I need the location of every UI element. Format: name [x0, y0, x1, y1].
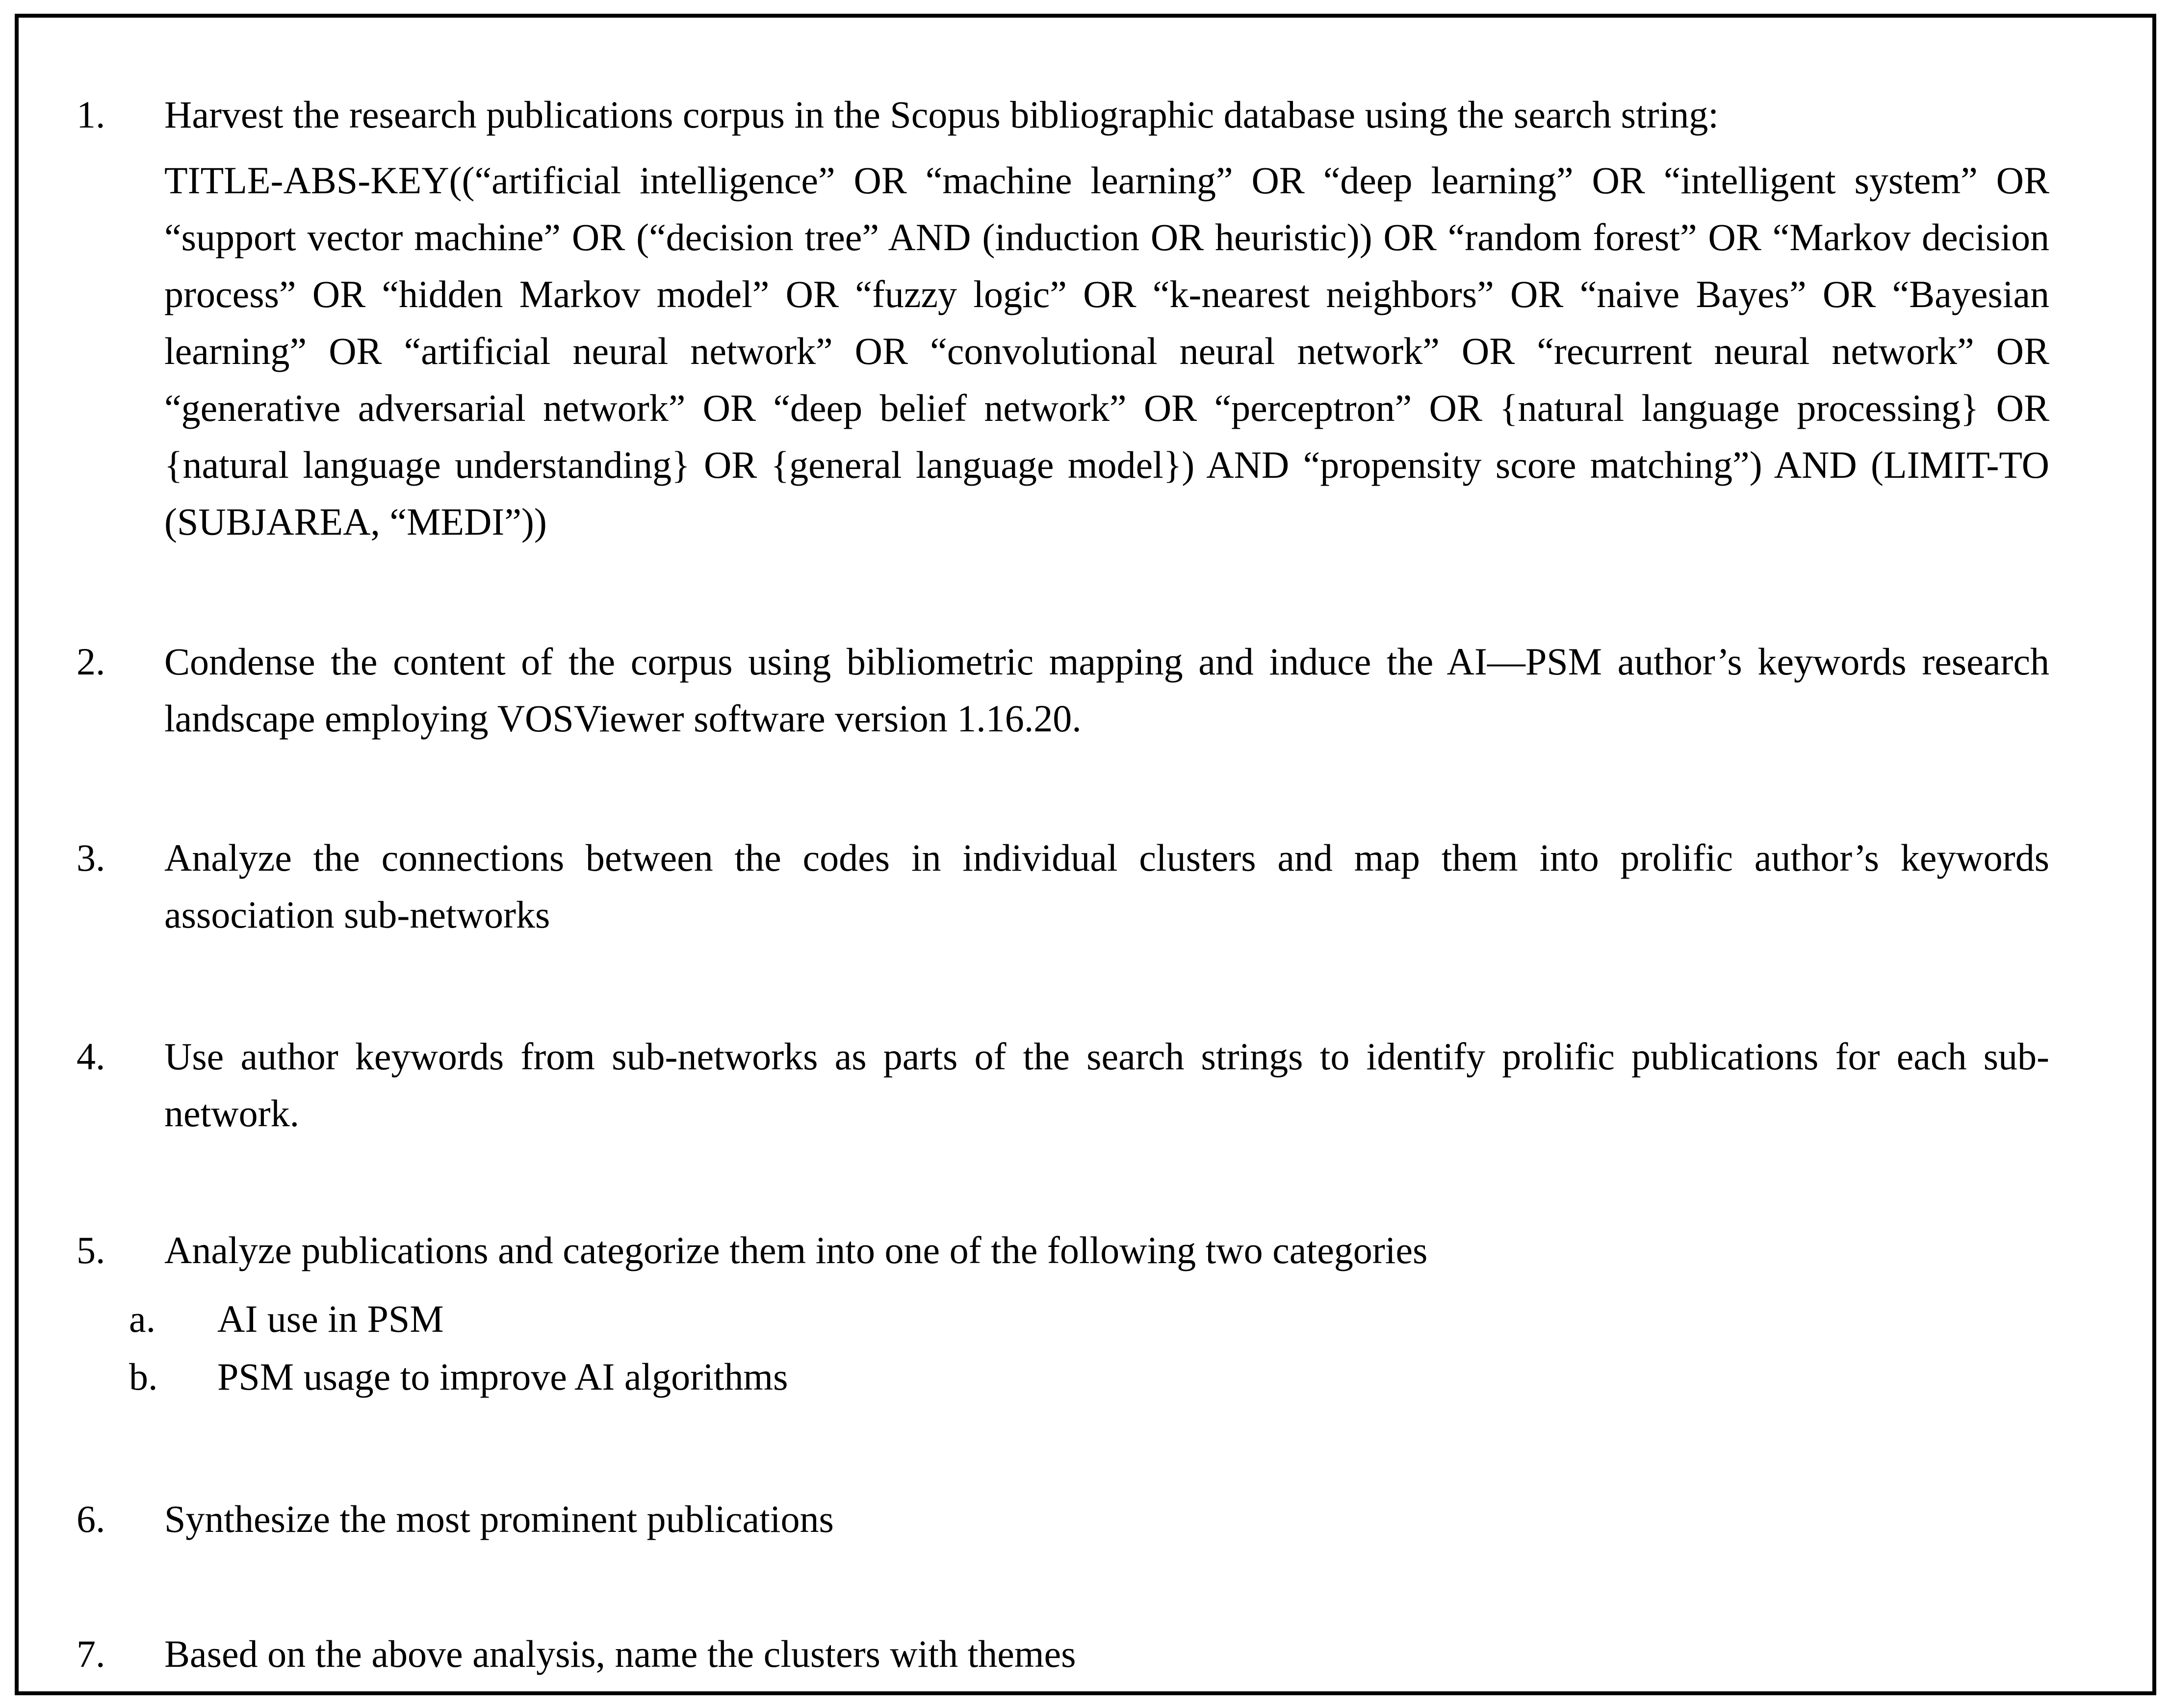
step-text: Analyze the connections between the codes in individual clusters and map them into prolific author’s keywords association sub-networks: [164, 836, 2049, 936]
step-text: Harvest the research publications corpus in the Scopus bibliographic database using the search string:: [164, 93, 1719, 136]
step-body: [164, 1491, 2049, 1548]
step-text: Based on the above analysis, name the clusters with themes: [164, 1632, 1076, 1675]
step-text: Analyze publications and categorize them into one of the following two categories: [164, 1229, 1428, 1271]
step-text: Synthesize the most prominent publications: [164, 1498, 834, 1540]
subitem-text: AI use in PSM: [217, 1297, 444, 1340]
step-number: 4.: [77, 1035, 105, 1078]
step-number: 6.: [77, 1498, 105, 1540]
step-body: [164, 1222, 2049, 1279]
methodology-box: [15, 14, 2156, 1695]
step-body: [164, 633, 2049, 747]
subitem-label: a.: [129, 1297, 156, 1340]
step-number: 7.: [77, 1632, 105, 1675]
search-query: TITLE-ABS-KEY((“artificial intelligence” OR “machine learning” OR “deep learning” OR “intelligent system” OR “support vector machine” OR (“decision tree” AND (induction OR heuristic)) OR “random forest” OR “Markov decision process” OR “hidden Markov model” OR “fuzzy logic” OR “k-nearest neighbors” OR “naive Bayes” OR “Bayesian learning” OR “artificial neural network” OR “convolutional neural network” OR “recurrent neural network” OR “generative adversarial network” OR “deep belief network” OR “perceptron” OR {natural language processing} OR {natural language understanding} OR {general language model}) AND “propensity score matching”) AND (LIMIT-TO (SUBJAREA, “MEDI”)): [164, 159, 2049, 543]
step-body: [164, 829, 2049, 943]
step-number: 3.: [77, 836, 105, 879]
subitem-label: b.: [129, 1355, 158, 1398]
step-body: [164, 86, 2049, 550]
step-number: 1.: [77, 93, 105, 136]
step-body: [164, 1028, 2049, 1142]
step-body: [164, 1626, 2049, 1682]
step-text: Use author keywords from sub-networks as parts of the search strings to identify prolific publications for each sub-network.: [164, 1035, 2049, 1135]
step-text: Condense the content of the corpus using bibliometric mapping and induce the AI—PSM author’s keywords research landscape employing VOSViewer software version 1.16.20.: [164, 640, 2049, 740]
step-number: 5.: [77, 1229, 105, 1271]
subitem-text: PSM usage to improve AI algorithms: [217, 1355, 788, 1398]
step-number: 2.: [77, 640, 105, 683]
